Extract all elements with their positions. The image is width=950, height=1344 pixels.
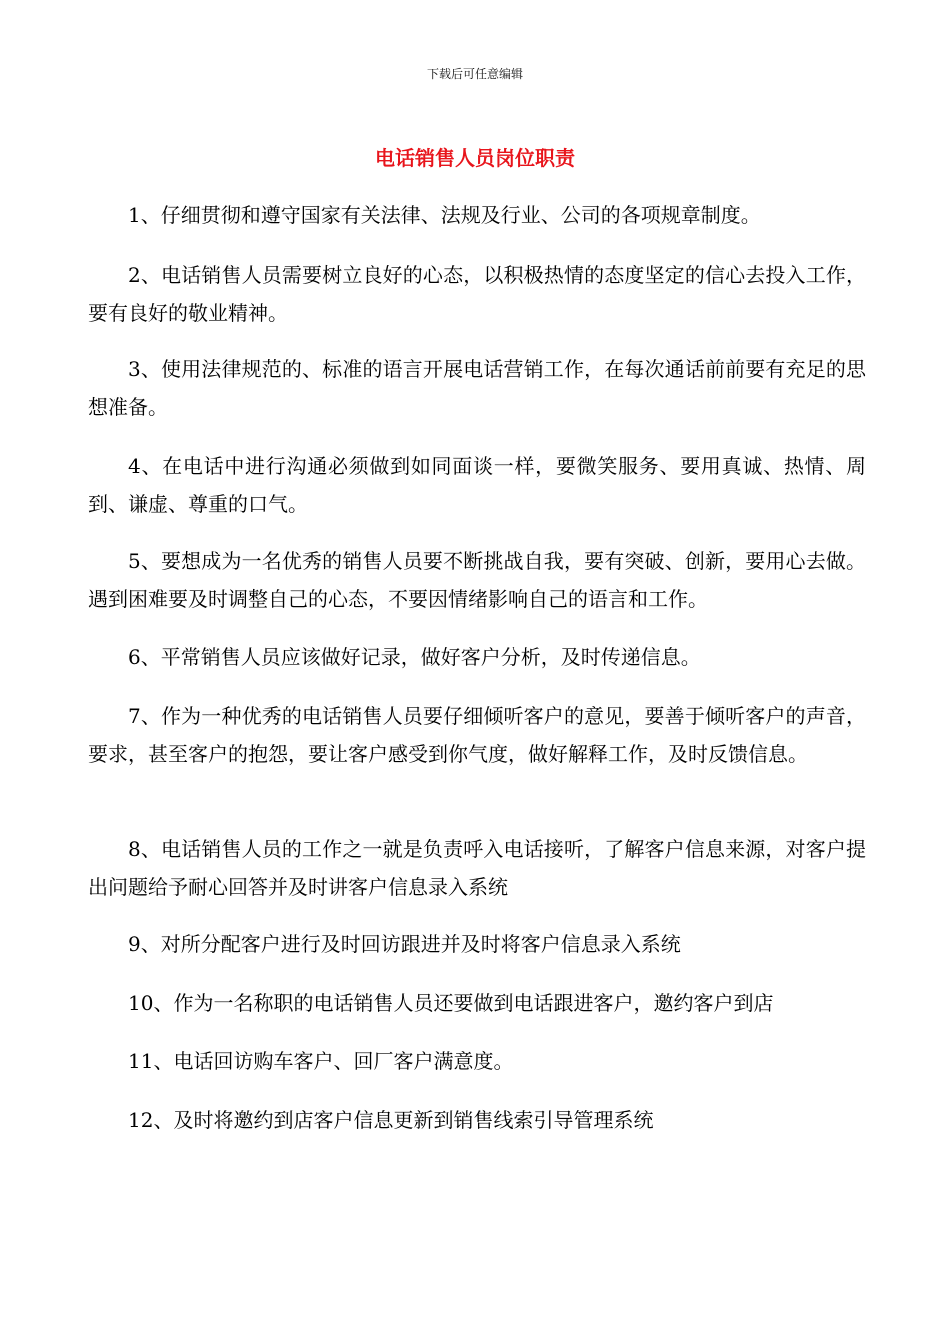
paragraph-10: 10、作为一名称职的电话销售人员还要做到电话跟进客户，邀约客户到店 bbox=[128, 991, 774, 1015]
paragraph-2: 2、电话销售人员需要树立良好的心态，以积极热情的态度坚定的信心去投入工作，要有良好的敬业精神。 bbox=[88, 263, 866, 325]
paragraph-1: 1、仔细贯彻和遵守国家有关法律、法规及行业、公司的各项规章制度。 bbox=[128, 203, 761, 227]
paragraph-12: 12、及时将邀约到店客户信息更新到销售线索引导管理系统 bbox=[128, 1108, 654, 1132]
paragraph-3: 3、使用法律规范的、标准的语言开展电话营销工作，在每次通话前前要有充足的思想准备。 bbox=[88, 357, 866, 419]
header-note: 下载后可任意编辑 bbox=[426, 67, 523, 81]
paragraph-4: 4、在电话中进行沟通必须做到如同面谈一样，要微笑服务、要用真诚、热情、周到、谦虚、尊重的口气。 bbox=[88, 454, 866, 516]
paragraph-6: 6、平常销售人员应该做好记录，做好客户分析，及时传递信息。 bbox=[128, 645, 701, 669]
paragraph-5: 5、要想成为一名优秀的销售人员要不断挑战自我，要有突破、创新，要用心去做。遇到困难要及时调整自己的心态，不要因情绪影响自己的语言和工作。 bbox=[88, 549, 866, 611]
paragraph-8: 8、电话销售人员的工作之一就是负责呼入电话接听，了解客户信息来源，对客户提出问题给予耐心回答并及时讲客户信息录入系统 bbox=[88, 837, 866, 899]
paragraph-9: 9、对所分配客户进行及时回访跟进并及时将客户信息录入系统 bbox=[128, 932, 681, 956]
document-title: 电话销售人员岗位职责 bbox=[375, 146, 575, 170]
paragraph-11: 11、电话回访购车客户、回厂客户满意度。 bbox=[128, 1049, 514, 1073]
paragraph-7: 7、作为一种优秀的电话销售人员要仔细倾听客户的意见，要善于倾听客户的声音，要求，甚至客户的抱怨，要让客户感受到你气度，做好解释工作，及时反馈信息。 bbox=[88, 704, 866, 766]
